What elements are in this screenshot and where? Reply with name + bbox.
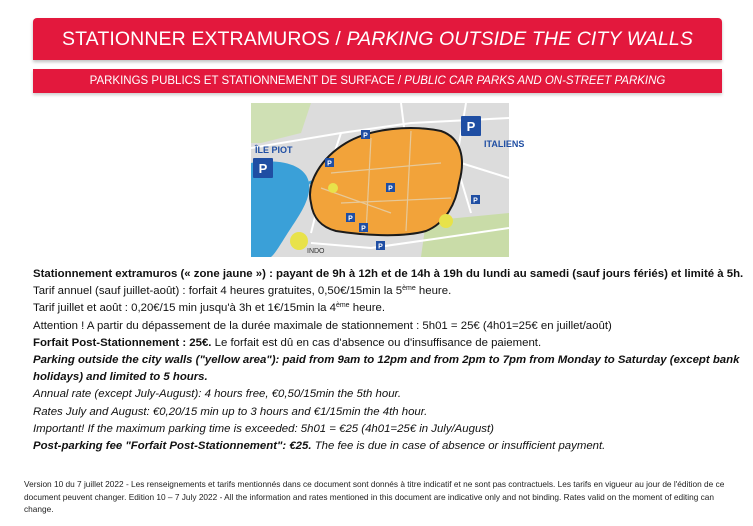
svg-text:P: P [388,185,393,193]
parking-marker [361,130,370,140]
svg-text:P: P [361,225,366,233]
parking-marker [359,223,368,233]
shuttle-stop-marker [290,232,308,250]
rates-text [33,266,745,455]
parking-marker [325,158,334,168]
footnote: Version 10 du 7 juillet 2022 - Les renseignements et tarifs mentionnés dans ce document sont donnés à titre indicatif et ne sont pas contractuels. Les tarifs en vigueur au jour de l'édition de ce document peuvent changer. Edition 10 – 7 July 2022 - All the information and rates mentioned in this document are indicative only and not binding. Rates valid on the moment of editing can change. [24,479,725,514]
parking-marker [253,158,273,178]
svg-text:P: P [363,132,368,140]
svg-text:P: P [473,197,478,205]
svg-text:P: P [348,215,353,223]
summer-rate-en: Rates July and August: €0,20/15 min up to 3 hours and €1/15min the 4th hour. [33,405,428,418]
title-en: PARKING OUTSIDE THE CITY WALLS [346,28,693,50]
parking-map [251,103,525,257]
fee-en: Post-parking fee "Forfait Post-Stationnement": €25. The fee is due in case of absence or insufficient payment. [33,440,606,453]
warning-en: Important! If the maximum parking time is exceeded: 5h01 = €25 (4h01=25€ in July/August) [33,422,494,435]
parking-map-svg [251,103,525,257]
parking-marker [461,116,481,136]
shuttle-stop-marker [328,183,338,193]
shuttle-stop-marker [439,214,453,228]
annual-rate-en: Annual rate (except July-August): 4 hours free, €0,50/15min the 5th hour. [33,388,402,401]
map-label-italiens: ITALIENS [484,139,525,149]
map-label-ile-piot: ÎLE PIOT [255,145,293,155]
svg-text:P: P [466,119,476,134]
summer-rate-fr: Tarif juillet et août : 0,20€/15 min jusqu'à 3h et 1€/15min la 4ème heure. [33,302,386,315]
parking-marker [386,183,395,193]
subtitle-banner [33,69,722,93]
page-title-banner [33,18,722,60]
svg-text:P: P [378,243,383,251]
map-label-indo: INDO [307,248,325,255]
parking-marker [346,213,355,223]
warning-fr: Attention ! A partir du dépassement de la durée maximale de stationnement : 5h01 = 25€ (4h01=25€ en juillet/août) [33,319,612,332]
parking-marker [471,195,480,205]
title-fr: STATIONNER EXTRAMUROS / [62,28,347,50]
fee-fr: Forfait Post-Stationnement : 25€. Le forfait est dû en cas d'absence ou d'insuffisance de paiement. [33,336,542,349]
parking-marker [376,241,385,251]
subtitle-en: PUBLIC CAR PARKS AND ON-STREET PARKING [404,75,666,87]
subtitle-fr: PARKINGS PUBLICS ET STATIONNEMENT DE SURFACE / [89,75,405,87]
annual-rate-fr: Tarif annuel (sauf juillet-août) : forfait 4 heures gratuites, 0,50€/15min la 5ème heure. [33,285,452,298]
rule-line-en: Parking outside the city walls ("yellow area"): paid from 9am to 12pm and from 2pm to 7pm from Monday to Saturday (except bank holidays) and limited to 5 hours. [33,354,740,384]
svg-text:P: P [327,160,332,168]
rule-line-fr: Stationnement extramuros (« zone jaune ») : payant de 9h à 12h et de 14h à 19h du lundi au samedi (sauf jours fériés) et limité à 5h. [33,268,744,280]
svg-text:P: P [258,161,268,176]
